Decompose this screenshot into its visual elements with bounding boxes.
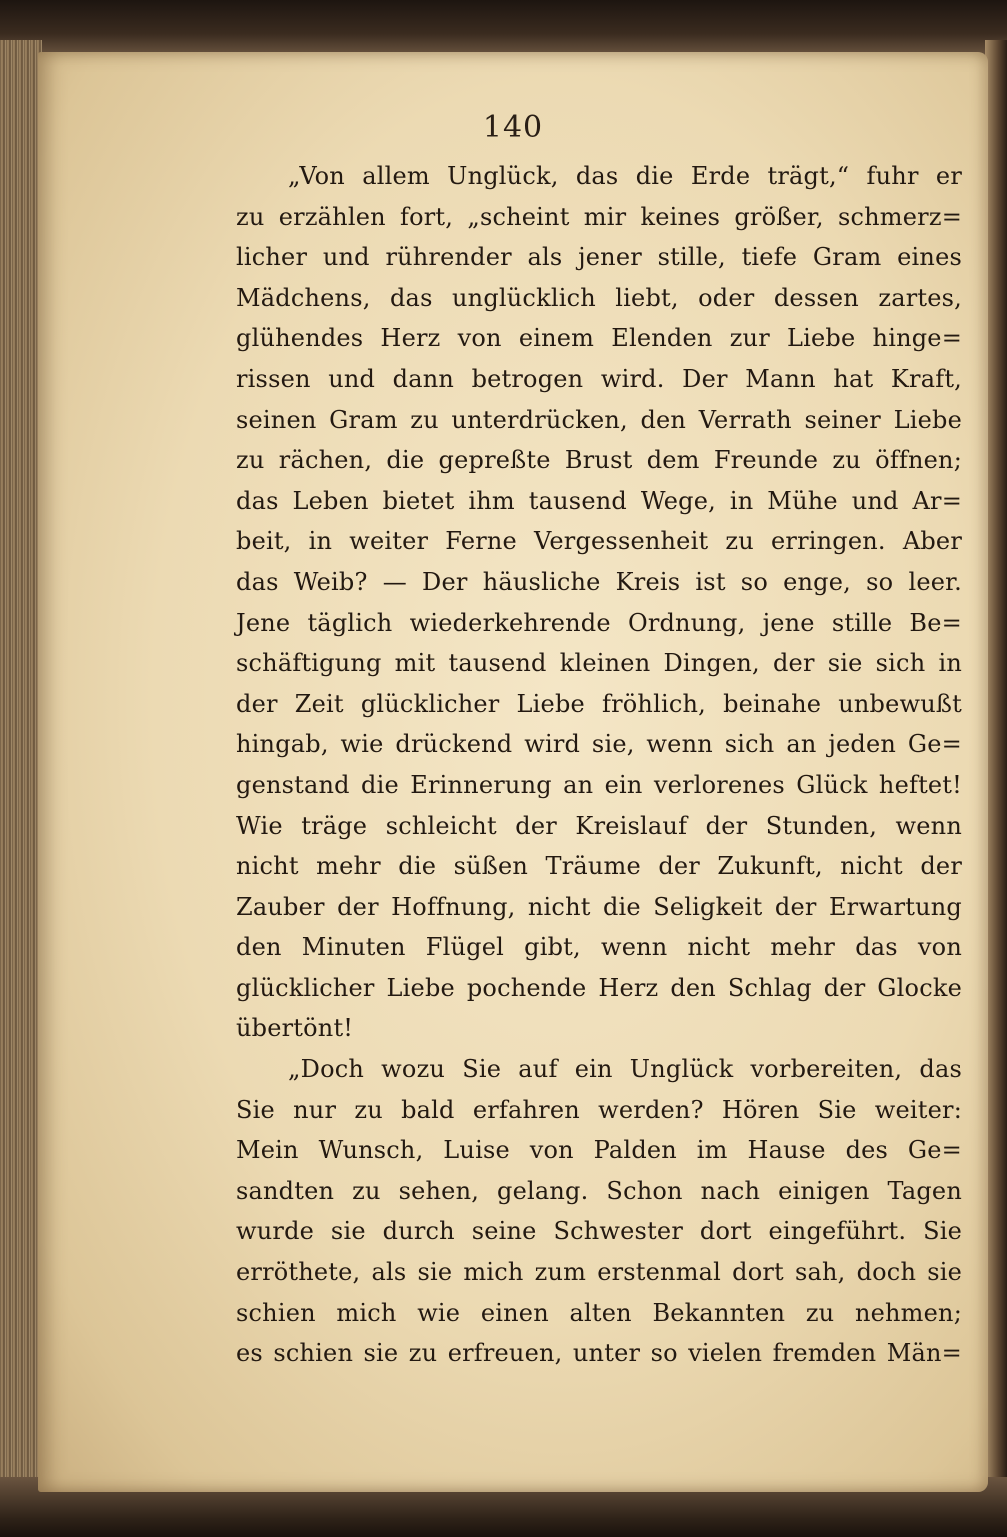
book-page [38, 52, 988, 1492]
text-line: Zauber der Hoffnung, nicht die Seligkeit der Erwartung [236, 892, 962, 921]
text-line: hingab, wie drückend wird sie, wenn sich an jeden Ge= [236, 730, 962, 759]
text-line: genstand die Erinnerung an ein verlorenes Glück heftet! [236, 770, 962, 799]
text-line: den Minuten Flügel gibt, wenn nicht mehr das von [236, 933, 962, 962]
text-line: sandten zu sehen, gelang. Schon nach einigen Tagen [236, 1176, 962, 1205]
page-stack-edge [0, 40, 42, 1500]
text-line: Mädchens, das unglücklich liebt, oder dessen zartes, [236, 283, 962, 312]
text-line: rissen und dann betrogen wird. Der Mann hat Kraft, [236, 364, 962, 393]
text-line: das Leben bietet ihm tausend Wege, in Mühe und Ar= [236, 486, 962, 515]
text-line: übertönt! [236, 1014, 354, 1043]
text-line: beit, in weiter Ferne Vergessenheit zu erringen. Aber [236, 527, 962, 556]
text-line: glühendes Herz von einem Elenden zur Liebe hinge= [236, 324, 962, 353]
text-line: Wie träge schleicht der Kreislauf der Stunden, wenn [236, 811, 962, 840]
text-line: seinen Gram zu unterdrücken, den Verrath seiner Liebe [236, 405, 962, 434]
text-line: zu rächen, die gepreßte Brust dem Freunde zu öffnen; [236, 446, 962, 475]
text-line: Sie nur zu bald erfahren werden? Hören Sie weiter: [236, 1095, 962, 1124]
text-line: „Von allem Unglück, das die Erde trägt,“ fuhr er [288, 162, 962, 190]
text-line: „Doch wozu Sie auf ein Unglück vorbereiten, das [288, 1055, 962, 1084]
text-line: es schien sie zu erfreuen, unter so vielen fremden Män= [236, 1339, 962, 1368]
book-top-edge [0, 0, 1007, 56]
book-right-edge [985, 40, 1007, 1500]
text-line: zu erzählen fort, „scheint mir keines größer, schmerz= [236, 202, 962, 231]
text-line: erröthete, als sie mich zum erstenmal dort sah, doch sie [236, 1258, 962, 1287]
text-line: schäftigung mit tausend kleinen Dingen, der sie sich in [236, 649, 962, 678]
text-line: Jene täglich wiederkehrende Ordnung, jene stille Be= [236, 608, 962, 637]
text-line: glücklicher Liebe pochende Herz den Schlag der Glocke [236, 973, 962, 1002]
text-line: der Zeit glücklicher Liebe fröhlich, beinahe unbewußt [236, 689, 962, 718]
text-line: wurde sie durch seine Schwester dort eingeführt. Sie [236, 1217, 962, 1246]
text-line: schien mich wie einen alten Bekannten zu nehmen; [236, 1298, 962, 1327]
text-line: Mein Wunsch, Luise von Palden im Hause des Ge= [236, 1136, 962, 1165]
text-line: nicht mehr die süßen Träume der Zukunft, nicht der [236, 852, 962, 881]
body-text [236, 156, 962, 1374]
page-number: 140 [482, 110, 544, 145]
text-line: das Weib? — Der häusliche Kreis ist so enge, so leer. [236, 567, 962, 596]
text-line: licher und rührender als jener stille, tiefe Gram eines [236, 243, 962, 272]
